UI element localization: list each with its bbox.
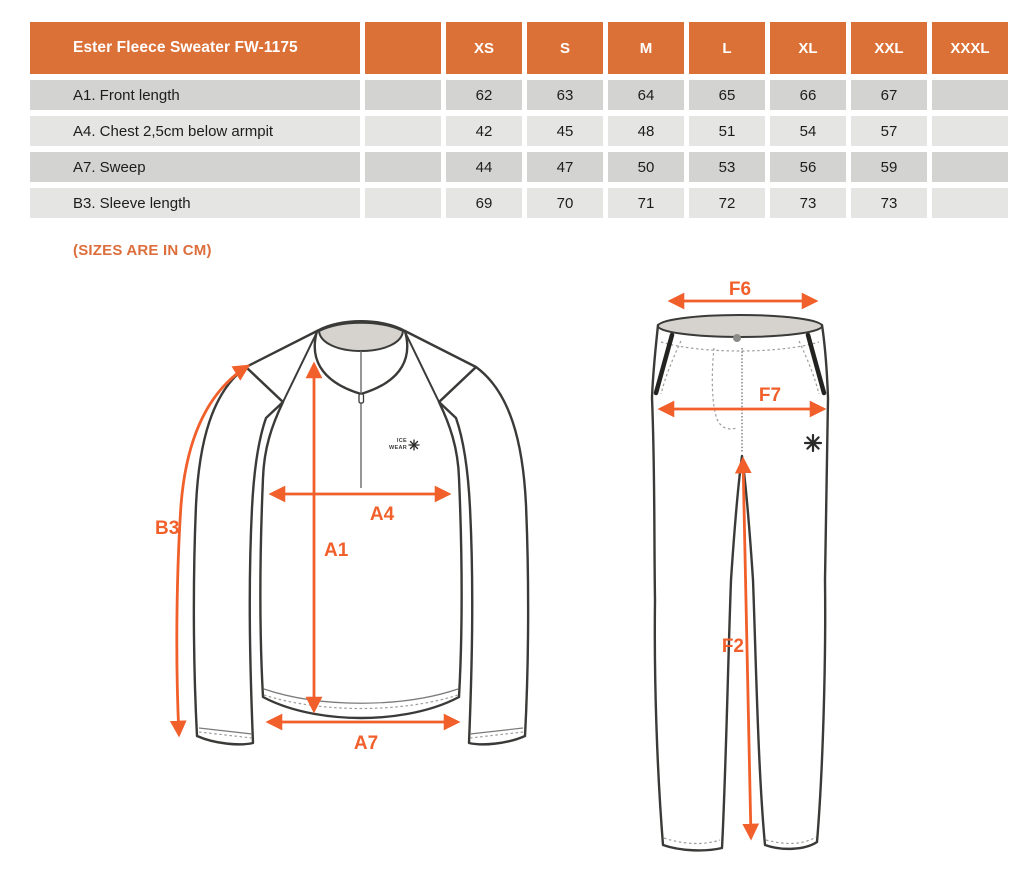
size-table xyxy=(30,22,1008,218)
measurement-diagrams xyxy=(0,270,1034,888)
row-spacer-cell xyxy=(365,80,441,110)
size-value: 65 xyxy=(689,80,765,110)
snowflake-icon xyxy=(409,440,419,450)
size-value: 70 xyxy=(527,188,603,218)
size-header-s: S xyxy=(527,22,603,74)
size-value: 45 xyxy=(527,116,603,146)
measure-label-a4: A4 xyxy=(369,504,395,525)
row-spacer-cell xyxy=(365,116,441,146)
pants-body xyxy=(652,317,828,851)
size-value: 69 xyxy=(446,188,522,218)
size-value: 57 xyxy=(851,116,927,146)
logo-text-line1: ICE xyxy=(396,438,407,444)
size-value: 67 xyxy=(851,80,927,110)
snowflake-icon xyxy=(805,435,821,451)
size-value: 54 xyxy=(770,116,846,146)
row-spacer-cell xyxy=(365,188,441,218)
size-value xyxy=(932,116,1008,146)
size-value xyxy=(932,152,1008,182)
row-spacer-cell xyxy=(365,152,441,182)
size-value: 64 xyxy=(608,80,684,110)
size-value: 48 xyxy=(608,116,684,146)
measure-label-b3: B3 xyxy=(155,518,180,539)
size-value: 62 xyxy=(446,80,522,110)
size-value: 42 xyxy=(446,116,522,146)
size-value: 50 xyxy=(608,152,684,182)
measure-label-a1: A1 xyxy=(324,540,349,561)
size-value xyxy=(932,80,1008,110)
row-label-sleeve-length: B3. Sleeve length xyxy=(30,188,360,218)
header-spacer-cell xyxy=(365,22,441,74)
size-value: 73 xyxy=(770,188,846,218)
size-value: 71 xyxy=(608,188,684,218)
waist-button xyxy=(733,334,741,342)
logo-text-line2: WEAR xyxy=(388,445,407,451)
size-value: 66 xyxy=(770,80,846,110)
size-value: 51 xyxy=(689,116,765,146)
table-title: Ester Fleece Sweater FW-1175 xyxy=(30,22,360,74)
size-header-m: M xyxy=(608,22,684,74)
size-value: 73 xyxy=(851,188,927,218)
size-header-xxxl: XXXL xyxy=(932,22,1008,74)
measure-label-a7: A7 xyxy=(353,733,379,754)
size-value: 53 xyxy=(689,152,765,182)
size-header-l: L xyxy=(689,22,765,74)
zipper-pull xyxy=(359,394,364,403)
measure-label-f2: F2 xyxy=(721,636,744,657)
waistband-top xyxy=(658,315,822,337)
units-note: (SIZES ARE IN CM) xyxy=(73,242,212,259)
size-value: 72 xyxy=(689,188,765,218)
pants-diagram xyxy=(652,279,828,850)
sweater-diagram xyxy=(155,321,528,754)
row-label-chest: A4. Chest 2,5cm below armpit xyxy=(30,116,360,146)
size-value: 47 xyxy=(527,152,603,182)
size-header-xs: XS xyxy=(446,22,522,74)
size-value: 63 xyxy=(527,80,603,110)
size-value xyxy=(932,188,1008,218)
size-header-xl: XL xyxy=(770,22,846,74)
size-value: 44 xyxy=(446,152,522,182)
measure-label-f7: F7 xyxy=(758,385,782,406)
size-value: 59 xyxy=(851,152,927,182)
size-value: 56 xyxy=(770,152,846,182)
row-label-front-length: A1. Front length xyxy=(30,80,360,110)
size-header-xxl: XXL xyxy=(851,22,927,74)
measure-label-f6: F6 xyxy=(728,279,752,300)
row-label-sweep: A7. Sweep xyxy=(30,152,360,182)
